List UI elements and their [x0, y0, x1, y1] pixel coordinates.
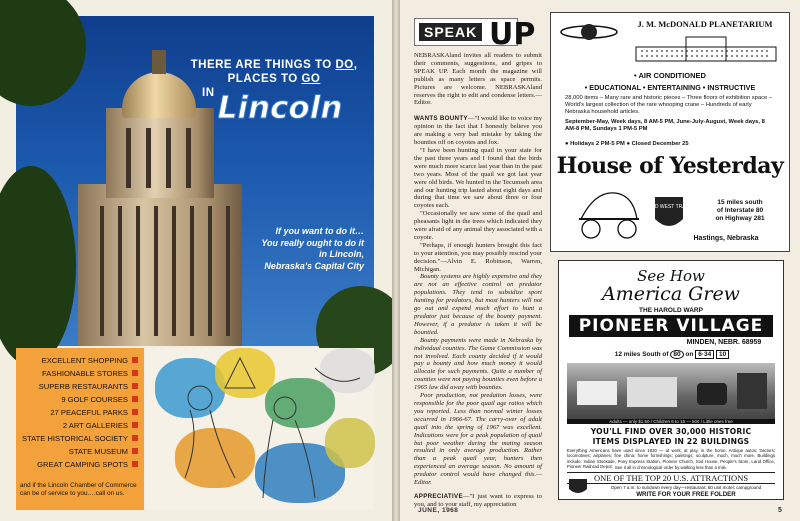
- letter-wants-bounty: WANTS BOUNTY—"I would like to voice my opinion in the fact that I honestly believe you are making a very bad mistake by taking the bounties off on coyotes and fox.: [414, 115, 542, 147]
- walking-note: See it all in chronological order by walking less than a mile.: [614, 465, 728, 470]
- letter-appreciative: APPRECIATIVE—"I just want to express to you, and to your staff, my appreciation: [414, 492, 542, 508]
- minden-address: MINDEN, NEBR. 68959: [686, 339, 762, 346]
- top-20-attractions: ONE OF THE TOP 20 U.S. ATTRACTIONS: [593, 473, 749, 483]
- planetarium-title: J. M. McDONALD PLANETARIUM: [637, 19, 773, 29]
- chamber-note: and if the Lincoln Chamber of Commerce can be of service to you….call on us.: [20, 482, 137, 497]
- planet-icon: [559, 19, 619, 45]
- museum-description: 28,000 items – Many rare and historic pieces – Three floors of exhibition space – World's largest collection of the rare whooping crane – Hundreds of early Nebraska household articles.: [565, 95, 773, 115]
- admission-caption: Adults — only $1.50 / Children 6 to 15 — 50¢ / Little ones free: [567, 419, 775, 424]
- harold-warp: THE HAROLD WARP: [639, 307, 703, 314]
- letter-paragraph: "Occasionally we saw some of the quail and pheasants light in the trees which indicated they were afraid of any animal they associated with a coyote.: [414, 210, 542, 241]
- features: • EDUCATIONAL • ENTERTAINING • INSTRUCTIVE: [584, 83, 756, 92]
- letter-paragraph: "Perhaps, if enough hunters brought this fact to your attention, you may possibly rescind your decision."—Alvin E. Robinson, Warren, Michigan.: [414, 241, 542, 273]
- pioneer-village-ad: [558, 260, 784, 500]
- speak-up-page: [400, 0, 800, 521]
- holiday-hours: ● Holidays 2 PM-5 PM ● Closed December 25: [565, 141, 689, 147]
- list-item: SUPERB RESTAURANTS: [16, 382, 144, 391]
- headline-line2: ITEMS DISPLAYED IN 22 BUILDINGS: [592, 437, 750, 446]
- headline-line1: YOU'LL FIND OVER 30,000 HISTORIC: [590, 427, 752, 436]
- village-photo: [567, 363, 775, 419]
- shield-logo-icon: [567, 477, 589, 497]
- list-item: FASHIONABLE STORES: [16, 369, 144, 378]
- america-grew: America Grew: [602, 283, 740, 305]
- old-west-trail-sign: [648, 195, 690, 235]
- covered-wagon-icon: [575, 185, 645, 245]
- air-conditioned: • AIR CONDITIONED: [634, 71, 706, 80]
- pioneer-village-title: PIONEER VILLAGE: [569, 315, 773, 337]
- list-item: 2 ART GALLERIES: [16, 421, 144, 430]
- house-of-yesterday: House of Yesterday: [556, 153, 784, 179]
- list-item: STATE HISTORICAL SOCIETY: [16, 434, 144, 443]
- route-directions: 12 miles South of 80 on 6·34 10: [567, 351, 777, 358]
- village-description: Everything Americans have used since 1830 — at work, at play, in the home. Antique autos; tractors; locomotives; airplanes; fine china; home furnishings; paintings; sculpture, much, much more. Buildings include: Indian Stockade, Pony Express Station, Pioneer Church, Sod House, People's Store, Land Office, Pioneer Railroad Depot.: [567, 448, 775, 469]
- editor-reply: Bounty payments were made in Nebraska by individual counties. The Game Commission was not involved. Each county decided if it would pay a bounty and how much money it would allocate for such payments. Quite a number of counties were not paying bounties even before a 1965 law did away with bounties.: [414, 336, 542, 392]
- planetarium-ad: [550, 12, 790, 252]
- sketch-figures: [145, 348, 374, 510]
- town: Hastings, Nebraska: [693, 235, 759, 242]
- issue-date: JUNE, 1968: [418, 507, 459, 514]
- museum-building-icon: [631, 33, 781, 63]
- list-item: 27 PEACEFUL PARKS: [16, 408, 144, 417]
- free-folder-offer: WRITE FOR YOUR FREE FOLDER: [636, 491, 736, 498]
- intro-text: NEBRASKAland invites all readers to submit their comments, suggestions, and gripes to SPEAK UP. Each month the magazine will publish as many letters as space permits. Pictures are welcome. NEBRASKAland reserves the right to edit and condense letters.—Editor.: [414, 52, 542, 107]
- see-how: See How: [637, 267, 705, 285]
- open-hours: Open 7 a.m. to sundown every day—restaurant; 60 unit motel; campground: [610, 485, 762, 490]
- list-item: EXCELLENT SHOPPING: [16, 356, 144, 365]
- attractions-list: [16, 348, 144, 510]
- list-item: STATE MUSEUM: [16, 447, 144, 456]
- hours: September-May, Week days, 8 AM-5 PM, June-July-August, Week days, 8 AM-8 PM, Sundays 1 PM-5 PM: [565, 119, 765, 132]
- directions: 15 miles south of Interstate 80 on Highway 281: [715, 199, 765, 222]
- list-item: 9 GOLF COURSES: [16, 395, 144, 404]
- letters-column: [414, 52, 542, 509]
- letter-paragraph: "I have been hunting quail in your state for the past three years and I found that the birds were much more scarce last year than in the past two years. Most of the quail we got last year were old birds. We hunted in the Tecumseh area and our hunting trip lasted about eight days and during that time we saw about three or four coyotes each.: [414, 146, 542, 210]
- svg-text:OLD WEST TRAIL: OLD WEST TRAIL: [648, 204, 690, 210]
- page-number: 5: [778, 507, 782, 514]
- ad-tagline: If you want to do it… You really ought to do it in Lincoln, Nebraska's Capital City: [261, 226, 364, 271]
- speak-up-logo: SPEAK UP: [414, 18, 518, 46]
- list-item: GREAT CAMPING SPOTS: [16, 460, 144, 469]
- lincoln-ad-page: [0, 0, 392, 521]
- city-name: Lincoln: [217, 90, 343, 126]
- editor-reply: Bounty systems are highly expensive and they are not an effective control on predator populations. They tend to subsidize sport hunting for predators, but most hunters will not go out and expend much effort to hunt a predator just because of the bounty payment. However, if a predator is taken it will be bountied.: [414, 273, 542, 336]
- spine: [392, 0, 400, 521]
- ad-headline: THERE ARE THINGS TO DO, PLACES TO GO IN: [190, 59, 358, 99]
- editor-reply: Poor production, not predation losses, were responsible for the poor quail age ratios which you reported. Less than normal winter losses occurred in 1966-67. The carry-over of adult quail into the spring of 1967 was excellent. Indications were for a peak population of quail but poor weather during the mating season resulted in only average production. Rather than a peak quail year, hunters then experienced an average season. No amount of predator control would have changed this.—Editor.: [414, 392, 542, 487]
- illustration: [145, 348, 374, 510]
- capitol-photo: [16, 16, 374, 346]
